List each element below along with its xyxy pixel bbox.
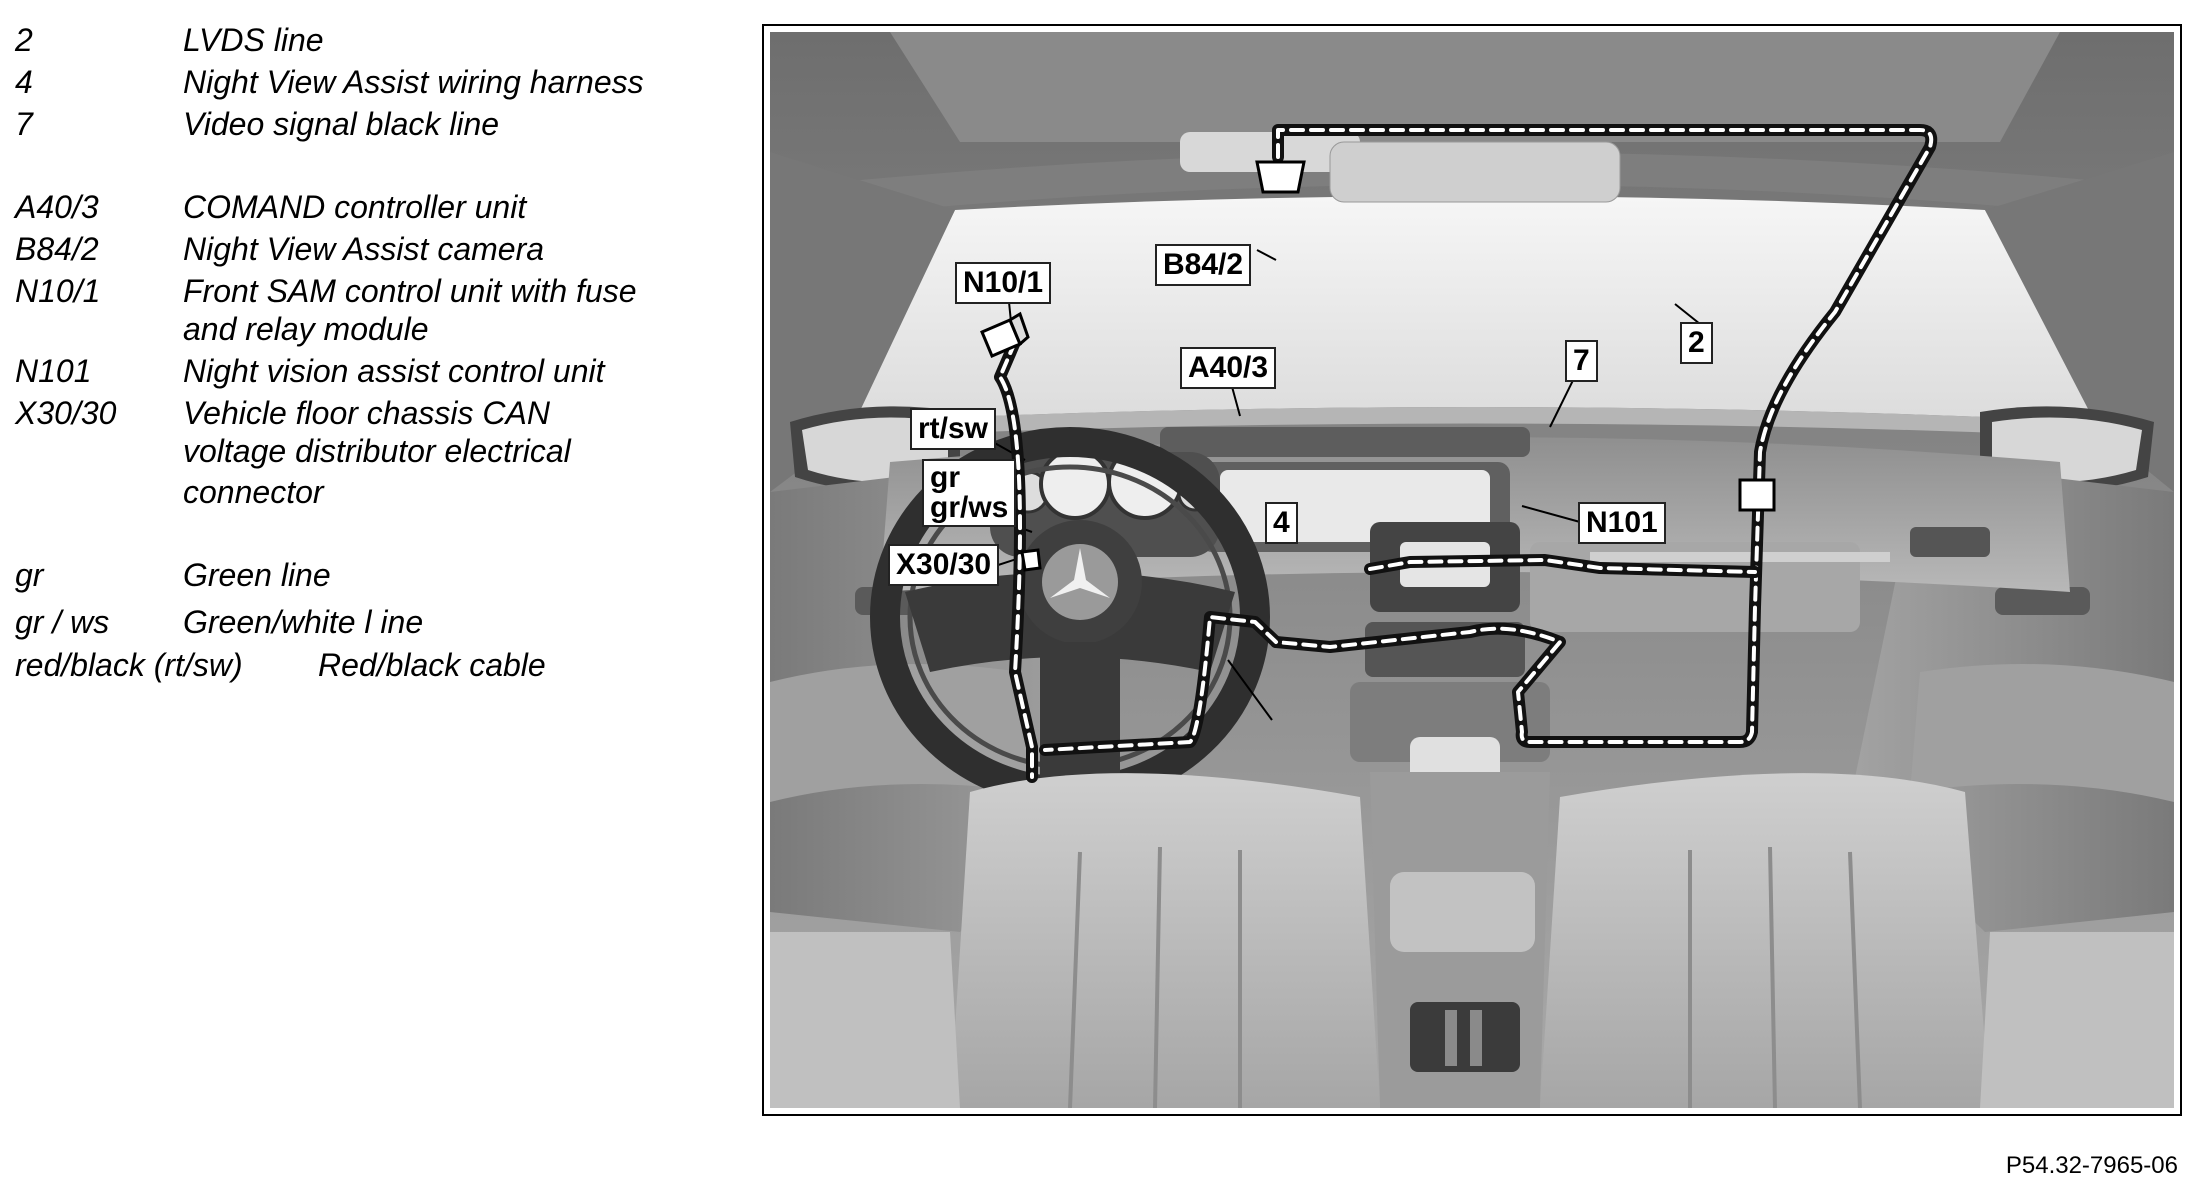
legend-code: B84/2 — [15, 231, 99, 267]
callout-gr-ws: gr/ws — [930, 491, 1009, 524]
legend-desc: LVDS line — [183, 22, 324, 58]
legend-code: N101 — [15, 353, 92, 389]
control-unit-icon — [1740, 480, 1774, 510]
connector-icon — [1022, 550, 1040, 570]
legend-desc: Green/white l ine — [183, 604, 424, 640]
legend-code: 7 — [15, 106, 33, 142]
legend-desc-cont: connector — [183, 474, 324, 510]
legend-desc: Video signal black line — [183, 106, 500, 142]
legend-desc: Night View Assist wiring harness — [183, 64, 644, 100]
callout-n101: N101 — [1578, 502, 1666, 544]
legend-code: 2 — [15, 22, 33, 58]
legend-desc: Night View Assist camera — [183, 231, 545, 267]
legend-desc: Red/black cable — [318, 647, 546, 683]
callout-line-7: 7 — [1565, 340, 1598, 382]
callout-line-4: 4 — [1265, 502, 1298, 544]
legend-desc-cont: and relay module — [183, 311, 429, 347]
diagram-frame — [762, 24, 2182, 1116]
callout-x30-30: X30/30 — [888, 544, 999, 586]
legend-code: 4 — [15, 64, 33, 100]
legend-desc: Vehicle floor chassis CAN — [183, 395, 550, 431]
legend — [0, 0, 740, 700]
figure-id: P54.32-7965-06 — [2005, 1152, 2178, 1179]
legend-desc-cont: voltage distributor electrical — [183, 433, 571, 469]
legend-code: X30/30 — [15, 395, 117, 431]
legend-code: gr / ws — [15, 604, 110, 640]
legend-code: red/black (rt/sw) — [15, 647, 243, 683]
callout-a40-3: A40/3 — [1180, 347, 1276, 389]
callout-b84-2: B84/2 — [1155, 244, 1251, 286]
callout-gr: gr — [930, 461, 960, 494]
callout-gr-grws — [922, 459, 1016, 527]
callout-line-2: 2 — [1680, 322, 1713, 364]
callout-rt-sw: rt/sw — [910, 408, 996, 450]
legend-desc: COMAND controller unit — [183, 189, 527, 225]
legend-code: N10/1 — [15, 273, 101, 309]
car-interior-illustration — [770, 32, 2174, 1108]
legend-desc: Green line — [183, 557, 331, 593]
camera-icon — [1257, 162, 1304, 192]
callout-n10-1: N10/1 — [955, 262, 1051, 304]
legend-desc: Night vision assist control unit — [183, 353, 605, 389]
legend-code: A40/3 — [15, 189, 99, 225]
legend-desc: Front SAM control unit with fuse — [183, 273, 637, 309]
legend-code: gr — [15, 557, 44, 593]
